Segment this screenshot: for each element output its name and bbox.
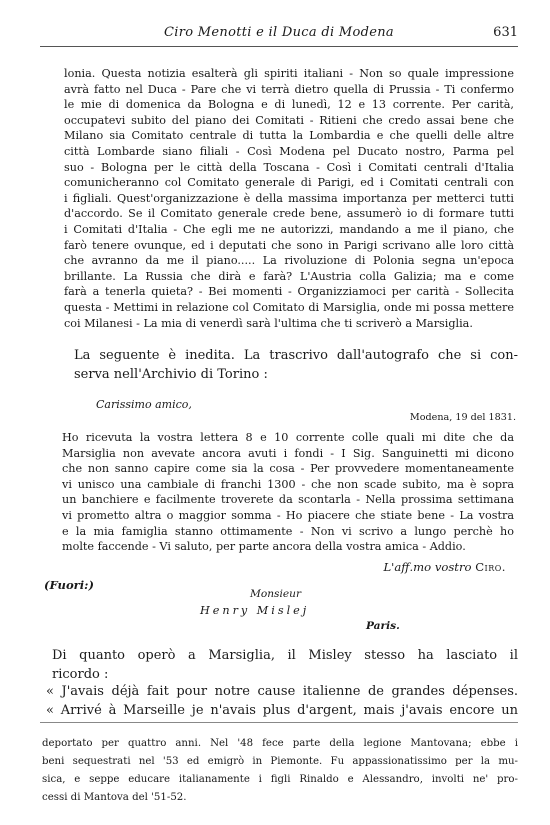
french-quote xyxy=(46,682,518,720)
page-number: 631 xyxy=(493,25,518,40)
after-paragraph xyxy=(52,646,518,684)
paragraph-line: serva nell'Archivio di Torino : xyxy=(74,367,268,382)
text-line: brillante. La Russia che dirà e farà? L'Austria colla Galizia; ma e come xyxy=(64,269,514,283)
running-title: Ciro Menotti e il Duca di Modena xyxy=(164,25,394,40)
letter-signature xyxy=(383,560,506,574)
footnote-line: deportato per quattro anni. Nel '48 fece parte della legione Mantovana; ebbe i xyxy=(42,738,518,749)
text-line: farò tenere ovunque, ed i deputati che sono in Parigi scrivano alle loro città xyxy=(64,238,514,252)
outside-label: (Fuori:) xyxy=(44,578,94,592)
text-line: questa - Mettimi in relazione col Comitato di Marsiglia, onde mi possa mettere xyxy=(64,300,514,314)
address-city: Paris. xyxy=(366,620,400,632)
text-line: suo - Bologna per le città della Toscana - Così i Comitati centrali d'Italia xyxy=(64,160,514,174)
text-line: che avranno da me il piano..... La rivoluzione di Polonia segna un'epoca xyxy=(64,254,514,268)
letter-dateline: Modena, 19 del 1831. xyxy=(409,412,516,423)
text-line: città Lombarde siano filiali - Così Modena pel Ducato nostro, Parma pel xyxy=(64,144,514,158)
footnotes xyxy=(42,735,518,807)
footnote-line: beni sequestrati nel '53 ed emigrò in Piemonte. Fu appassionatissimo per la mu- xyxy=(42,756,518,767)
footnote-line: sica, e seppe educare italianamente i figli Rinaldo e Alessandro, involti ne' pro- xyxy=(42,774,518,785)
text-line: farà a tenerla quieta? - Bei momenti - Organizziamoci per carità - Sollecita xyxy=(64,285,514,299)
text-line: avrà fatto nel Duca - Pare che vi terrà dietro quella di Prussia - Ti confermo xyxy=(64,82,514,96)
text-line: occupatevi subito del piano dei Comitati - Ritieni che credo assai bene che xyxy=(64,113,514,127)
footnote-divider xyxy=(40,722,518,723)
signature-name: Ciro. xyxy=(475,560,506,574)
text-line: coi Milanesi - La mia di venerdì sarà l'ultima che ti scriverò a Marsiglia. xyxy=(64,316,473,330)
quote-line: « J'avais déjà fait pour notre cause italienne de grandes dépenses. xyxy=(46,684,518,699)
intro-paragraph xyxy=(74,346,518,384)
text-line: d'accordo. Se il Comitato generale crede bene, assumerò io di formare tutti xyxy=(64,207,514,221)
text-line: e la mia famiglia stanno ottimamente - Non vi scrivo a lungo perchè ho xyxy=(62,524,514,538)
text-line: vi prometto altra o maggior somma - Ho piacere che stiate bene - La vostra xyxy=(62,508,514,522)
paragraph-line: Di quanto operò a Marsiglia, il Misley stesso ha lasciato il xyxy=(52,648,518,663)
text-line: Milano sia Comitato centrale di tutta la Lombardia e che quelli delle altre xyxy=(64,129,514,143)
text-line: vi unisco una cambiale di franchi 1300 - che non scade subito, ma è sopra xyxy=(62,477,514,491)
paragraph-line: ricordo : xyxy=(52,667,109,682)
text-line: Marsiglia non avevate ancora avuti i fondi - I Sig. Sanguinetti mi dicono xyxy=(62,446,514,460)
text-line: un banchiere e facilmente troverete da scontarla - Nella prossima settimana xyxy=(62,493,514,507)
text-line: Ho ricevuta la vostra lettera 8 e 10 corrente colle quali mi dite che da xyxy=(62,431,514,444)
letter-continuation xyxy=(64,66,514,331)
text-line: lonia. Questa notizia esalterà gli spiriti italiani - Non so quale impressione xyxy=(64,67,514,80)
text-line: molte faccende - Vi saluto, per parte ancora della vostra amica - Addio. xyxy=(62,540,466,554)
address-name: Henry Mislej xyxy=(200,604,310,617)
text-line: che non sanno capire come sia la cosa - Per provvedere momentaneamente xyxy=(62,462,514,476)
page-header xyxy=(40,22,518,47)
paragraph-line: La seguente è inedita. La trascrivo dall'autografo che si con- xyxy=(74,348,518,363)
text-line: comunicheranno col Comitato generale di Parigi, ed i Comitati centrali con xyxy=(64,176,514,190)
signature-closing: L'aff.mo vostro xyxy=(383,560,472,574)
text-line: i figliali. Quest'organizzazione è della massima importanza per metterci tutti xyxy=(64,191,514,205)
quote-line: « Arrivé à Marseille je n'avais plus d'argent, mais j'avais encore un xyxy=(46,703,518,718)
footnote-line: cessi di Mantova del '51-52. xyxy=(42,792,187,803)
address-title: Monsieur xyxy=(250,588,302,600)
text-line: le mie di domenica da Bologna e di lunedì, 12 e 13 corrente. Per carità, xyxy=(64,98,514,112)
text-line: i Comitati d'Italia - Che egli me ne autorizzi, mandando a me il piano, che xyxy=(64,222,514,236)
letter-salutation: Carissimo amico, xyxy=(96,398,192,411)
letter-body xyxy=(62,430,514,555)
